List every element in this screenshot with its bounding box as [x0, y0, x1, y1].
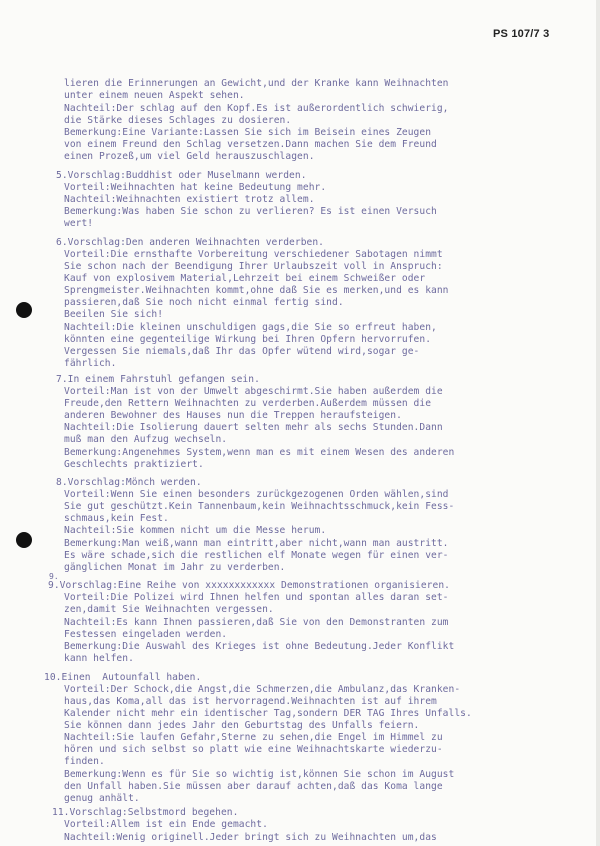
text-line: Bemerkung:Angenehmes System,wenn man es mit einem Wesen des anderen: [64, 447, 455, 458]
text-line: muß man den Aufzug wechseln.: [64, 434, 228, 445]
text-line: Vergessen Sie niemals,daß Ihr das Opfer wütend wird,sogar ge-: [64, 346, 420, 357]
text-line: Vorteil:Die ernsthafte Vorbereitung verschiedener Sabotagen nimmt: [64, 249, 443, 260]
text-line: zen,damit Sie Weihnachten vergessen.: [64, 604, 274, 615]
text-line: Nachteil:Sie kommen nicht um die Messe herum.: [64, 525, 327, 536]
text-line: 10.Einen Autounfall haben.: [44, 672, 202, 683]
text-line: Kauf von explosivem Material,Lehrzeit bei einem Schweißer oder: [64, 273, 426, 284]
text-line: haus,das Koma,all das ist hervorragend.Weihnachten ist auf ihrem: [64, 696, 437, 707]
text-line: fährlich.: [64, 358, 117, 369]
text-line: Nachteil:Die kleinen unschuldigen gags,die Sie so erfreut haben,: [64, 322, 437, 333]
text-line: einen Prozeß,um viel Geld herauszuschlagen.: [64, 151, 315, 162]
text-line: Bemerkung:Die Auswahl des Krieges ist ohne Bedeutung.Jeder Konflikt: [64, 641, 455, 652]
text-line: 5.Vorschlag:Buddhist oder Muselmann werden.: [56, 170, 307, 181]
text-line: Nachteil:Die Isolierung dauert selten mehr als sechs Stunden.Dann: [64, 422, 443, 433]
text-line: 11.Vorschlag:Selbstmord begehen.: [52, 807, 239, 818]
text-line: unter einem neuen Aspekt sehen.: [64, 90, 245, 101]
text-line: hören und sich selbst so platt wie eine Weihnachtskarte wiederzu-: [64, 744, 443, 755]
text-line: Nachteil:Weihnachten existiert trotz allem.: [64, 194, 315, 205]
text-line: Vorteil:Der Schock,die Angst,die Schmerzen,die Ambulanz,das Kranken-: [64, 684, 461, 695]
archive-reference: PS 107/7 3: [493, 28, 550, 40]
text-line: Sie können dann jedes Jahr den Geburtstag des Unfalls feiern.: [64, 720, 420, 731]
text-line: 8.Vorschlag:Mönch werden.: [56, 477, 202, 488]
handwritten-correction: 9.: [49, 572, 59, 581]
text-line: Beeilen Sie sich!: [64, 309, 164, 320]
text-line: Vorteil:Die Polizei wird Ihnen helfen und spontan alles daran set-: [64, 592, 449, 603]
text-line: lieren die Erinnerungen an Gewicht,und der Kranke kann Weihnachten: [64, 78, 449, 89]
text-line: 6.Vorschlag:Den anderen Weihnachten verderben.: [56, 237, 324, 248]
text-line: Nachteil:Sie laufen Gefahr,Sterne zu sehen,die Engel im Himmel zu: [64, 732, 443, 743]
text-line: genug anhält.: [64, 793, 140, 804]
text-line: von einem Freund den Schlag versetzen.Dann machen Sie dem Freund: [64, 139, 437, 150]
text-line: anderen Bewohner des Hauses nun die Treppen heraufsteigen.: [64, 410, 402, 421]
text-line: Es wäre schade,sich die restlichen elf Monate wegen für einen ver-: [64, 550, 449, 561]
text-line: Bemerkung:Man weiß,wann man eintritt,aber nicht,wann man austritt.: [64, 538, 449, 549]
text-line: Bemerkung:Was haben Sie schon zu verlieren? Es ist einen Versuch: [64, 206, 437, 217]
text-line: wert!: [64, 218, 94, 229]
text-line: könnten eine gegenteilige Wirkung bei Ihren Opfern hervorrufen.: [64, 334, 432, 345]
text-line: Vorteil:Weihnachten hat keine Bedeutung mehr.: [64, 182, 327, 193]
text-line: schmaus,kein Fest.: [64, 513, 169, 524]
text-line: den Unfall haben.Sie müssen aber darauf achten,daß das Koma lange: [64, 781, 443, 792]
text-line: Bemerkung:Eine Variante:Lassen Sie sich im Beisein eines Zeugen: [64, 127, 432, 138]
text-line: finden.: [64, 756, 105, 767]
text-line: die Stärke dieses Schlages zu dosieren.: [64, 115, 292, 126]
text-line: Nachteil:Es kann Ihnen passieren,daß Sie von den Demonstranten zum: [64, 617, 449, 628]
text-line: 9.Vorschlag:Eine Reihe von xxxxxxxxxxxx Demonstrationen organisieren.: [48, 580, 450, 591]
text-line: Vorteil:Allem ist ein Ende gemacht.: [64, 819, 268, 830]
text-line: Nachteil:Der schlag auf den Kopf.Es ist außerordentlich schwierig,: [64, 103, 449, 114]
text-line: kann helfen.: [64, 653, 134, 664]
text-line: Kalender nicht mehr ein identischer Tag,sondern DER TAG Ihres Unfalls.: [64, 708, 472, 719]
text-line: Festessen eingeladen werden.: [64, 629, 228, 640]
text-line: Geschlechts praktiziert.: [64, 459, 204, 470]
text-line: Vorteil:Man ist von der Umwelt abgeschirmt.Sie haben außerdem die: [64, 386, 443, 397]
text-line: Sie gut geschützt.Kein Tannenbaum,kein Weihnachtsschmuck,kein Fess-: [64, 501, 455, 512]
text-line: Freude,den Rettern Weihnachten zu verderben.Außerdem müssen die: [64, 398, 432, 409]
text-line: Bemerkung:Wenn es für Sie so wichtig ist,können Sie schon im August: [64, 769, 455, 780]
text-line: Sie schon nach der Beendigung Ihrer Urlaubszeit voll in Anspruch:: [64, 261, 443, 272]
text-line: Sprengmeister.Weihnachten kommt,ohne daß Sie es merken,und es kann: [64, 285, 449, 296]
text-line: 7.In einem Fahrstuhl gefangen sein.: [56, 374, 260, 385]
text-line: Nachteil:Wenig originell.Jeder bringt sich zu Weihnachten um,das: [64, 832, 437, 843]
text-line: gänglichen Monat im Jahr zu verderben.: [64, 562, 286, 573]
text-line: Vorteil:Wenn Sie einen besonders zurückgezogenen Orden wählen,sind: [64, 489, 449, 500]
text-line: passieren,daß Sie noch nicht einmal fertig sind.: [64, 297, 344, 308]
